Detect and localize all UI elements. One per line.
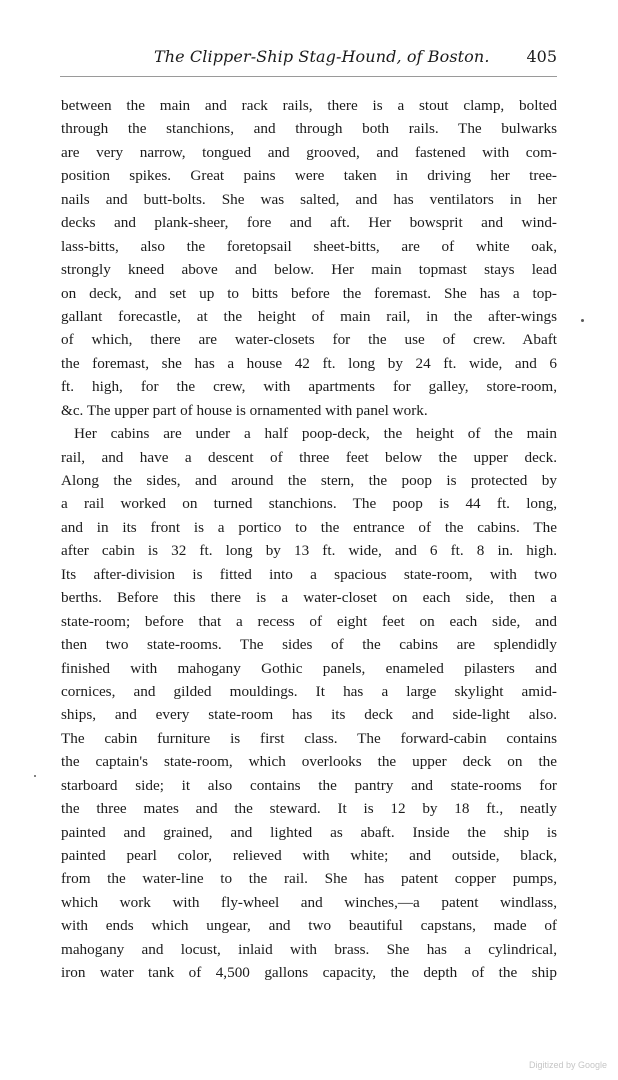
text-line: are very narrow, tongued and grooved, and fastened with com- <box>61 143 557 161</box>
margin-speck <box>581 319 584 322</box>
text-line: painted and grained, and lighted as abaft. Inside the ship is <box>61 823 557 841</box>
text-line: on deck, and set up to bitts before the foremast. She has a top- <box>61 284 557 302</box>
text-line: Her cabins are under a half poop-deck, the height of the main <box>74 425 557 443</box>
text-line: nails and butt-bolts. She was salted, and has ventilators in her <box>61 190 557 208</box>
text-line: mahogany and locust, inlaid with brass. She has a cylindrical, <box>61 940 557 958</box>
text-line: ft. high, for the crew, with apartments for galley, store-room, <box>61 378 557 396</box>
text-line: strongly kneed above and below. Her main topmast stays lead <box>61 261 557 279</box>
text-line: &c. The upper part of house is ornamented with panel work. <box>61 401 428 419</box>
digitized-watermark: Digitized by Google <box>528 1060 607 1070</box>
text-line: and in its front is a portico to the entrance of the cabins. The <box>61 518 557 536</box>
text-line: rail, and have a descent of three feet below the upper deck. <box>61 448 557 466</box>
text-line: iron water tank of 4,500 gallons capacity, the depth of the ship <box>61 964 557 982</box>
page-number: 405 <box>526 47 557 66</box>
text-line: painted pearl color, relieved with white; and outside, black, <box>61 847 557 864</box>
header-rule <box>60 76 557 77</box>
text-line: after cabin is 32 ft. long by 13 ft. wide, and 6 ft. 8 in. high. <box>61 542 557 560</box>
text-line: berths. Before this there is a water-closet on each side, then a <box>61 589 557 607</box>
text-line: between the main and rack rails, there is a stout clamp, bolted <box>61 97 557 114</box>
text-line: decks and plank-sheer, fore and aft. Her bowsprit and wind- <box>61 214 557 232</box>
text-line: cornices, and gilded mouldings. It has a large skylight amid- <box>61 682 557 700</box>
text-line: which work with fly-wheel and winches,—a patent windlass, <box>61 893 557 911</box>
text-line: from the water-line to the rail. She has patent copper pumps, <box>61 870 557 888</box>
text-line: then two state-rooms. The sides of the cabins are splendidly <box>61 636 557 654</box>
text-line: the captain's state-room, which overlooks the upper deck on the <box>61 753 557 771</box>
running-title: The Clipper-Ship Stag-Hound, of Boston. <box>154 47 490 66</box>
text-line: finished with mahogany Gothic panels, enameled pilasters and <box>61 659 557 677</box>
text-line: with ends which ungear, and two beautiful capstans, made of <box>61 917 557 935</box>
text-line: the foremast, she has a house 42 ft. long by 24 ft. wide, and 6 <box>61 354 557 372</box>
text-line: The cabin furniture is first class. The forward-cabin contains <box>61 729 557 747</box>
text-line: the three mates and the steward. It is 12 by 18 ft., neatly <box>61 800 557 818</box>
text-line: gallant forecastle, at the height of main rail, in the after-wings <box>61 307 557 325</box>
margin-speck <box>34 775 36 777</box>
text-line: through the stanchions, and through both rails. The bulwarks <box>61 120 557 138</box>
text-line: state-room; before that a recess of eight feet on each side, and <box>61 612 557 630</box>
text-line: position spikes. Great pains were taken in driving her tree- <box>61 167 557 185</box>
text-line: starboard side; it also contains the pantry and state-rooms for <box>61 776 557 794</box>
text-line: Along the sides, and around the stern, the poop is protected by <box>61 472 557 489</box>
text-line: ships, and every state-room has its deck and side-light also. <box>61 706 557 724</box>
text-line: lass-bitts, also the foretopsail sheet-bitts, are of white oak, <box>61 237 557 255</box>
text-line: a rail worked on turned stanchions. The poop is 44 ft. long, <box>61 495 557 513</box>
body-text <box>61 94 557 985</box>
page-header <box>60 47 557 69</box>
text-line: of which, there are water-closets for the use of crew. Abaft <box>61 331 557 349</box>
text-line: Its after-division is fitted into a spacious state-room, with two <box>61 565 557 583</box>
